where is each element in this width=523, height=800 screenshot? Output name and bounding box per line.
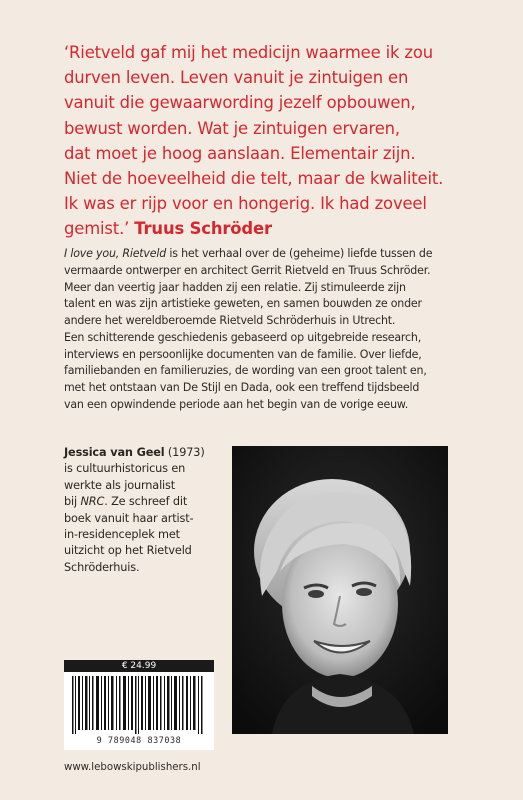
bio-line: is cultuurhistoricus en — [64, 462, 186, 476]
blurb-line: andere het wereldberoemde Rietveld Schröderhuis in Utrecht. — [64, 314, 396, 327]
blurb-line: talent en was zijn artistieke geweten, en samen bouwden ze onder — [64, 297, 422, 311]
quote-line: vanuit die gewaarwording jezelf opbouwen, — [64, 93, 416, 113]
blurb-line: Meer dan veertig jaar hadden zij een relatie. Zij stimuleerde zijn — [64, 280, 406, 294]
book-title: I love you, Rietveld — [64, 247, 167, 260]
quote-line: ‘Rietveld gaf mij het medicijn waarmee ik zou — [64, 43, 433, 62]
price-tag: € 24.99 — [64, 660, 214, 672]
bio-line: boek vanuit haar artist- — [64, 511, 194, 525]
author-birth-year: (1973) — [164, 446, 205, 459]
isbn-number: 9 789048 837038 — [96, 735, 182, 745]
bio-text: bij — [64, 495, 81, 509]
blurb-line: vermaarde ontwerper en architect Gerrit Rietveld en Truus Schröder. — [64, 263, 431, 277]
blurb-line: familiebanden en familieruzies, de wording van een groot talent en, — [64, 364, 427, 378]
quote-author: Truus Schröder — [134, 219, 272, 239]
author-name: Jessica van Geel — [64, 446, 165, 459]
bio-first-line — [64, 445, 224, 461]
blurb-line: van een opwindende periode aan het begin van de vorige eeuw. — [64, 397, 409, 411]
blurb-first-line — [64, 246, 504, 263]
bio-line-nrc — [64, 494, 224, 510]
book-description — [64, 246, 504, 414]
newspaper-name: NRC — [80, 495, 105, 509]
back-cover-quote — [64, 40, 484, 242]
blurb-text: is het verhaal over de (geheime) liefde tussen de — [166, 247, 433, 260]
blurb-line: met het ontstaan van De Stijl en Dada, ook een treffend tijdsbeeld — [64, 381, 420, 394]
blurb-line: interviews en persoonlijke documenten van de familie. Over liefde, — [64, 347, 422, 361]
bio-line: Schröderhuis. — [64, 560, 140, 574]
author-portrait-illustration — [232, 446, 448, 734]
bio-line: werkte als journalist — [64, 478, 176, 492]
bio-line: uitzicht op het Rietveld — [64, 544, 192, 558]
quote-line: bewust worden. Wat je zintuigen ervaren, — [64, 118, 400, 138]
author-portrait-photo — [232, 446, 448, 734]
publisher-website: www.lebowskipublishers.nl — [64, 762, 201, 773]
barcode-icon — [70, 676, 208, 734]
quote-line: Ik was er rijp voor en hongerig. Ik had zoveel — [64, 194, 427, 214]
author-bio — [64, 445, 224, 576]
quote-line: gemist.’ — [64, 219, 130, 239]
bio-line: in-residenceplek met — [64, 528, 180, 542]
quote-line: Niet de hoeveelheid die telt, maar de kwaliteit. — [64, 169, 444, 189]
quote-line: durven leven. Leven vanuit je zintuigen en — [64, 68, 409, 88]
blurb-line: Een schitterende geschiedenis gebaseerd op uitgebreide research, — [64, 330, 422, 344]
bio-text: . Ze schreef dit — [104, 495, 188, 509]
barcode-label — [64, 660, 214, 750]
quote-line: dat moet je hoog aanslaan. Elementair zijn. — [64, 143, 416, 163]
quote-last-line — [64, 216, 484, 241]
